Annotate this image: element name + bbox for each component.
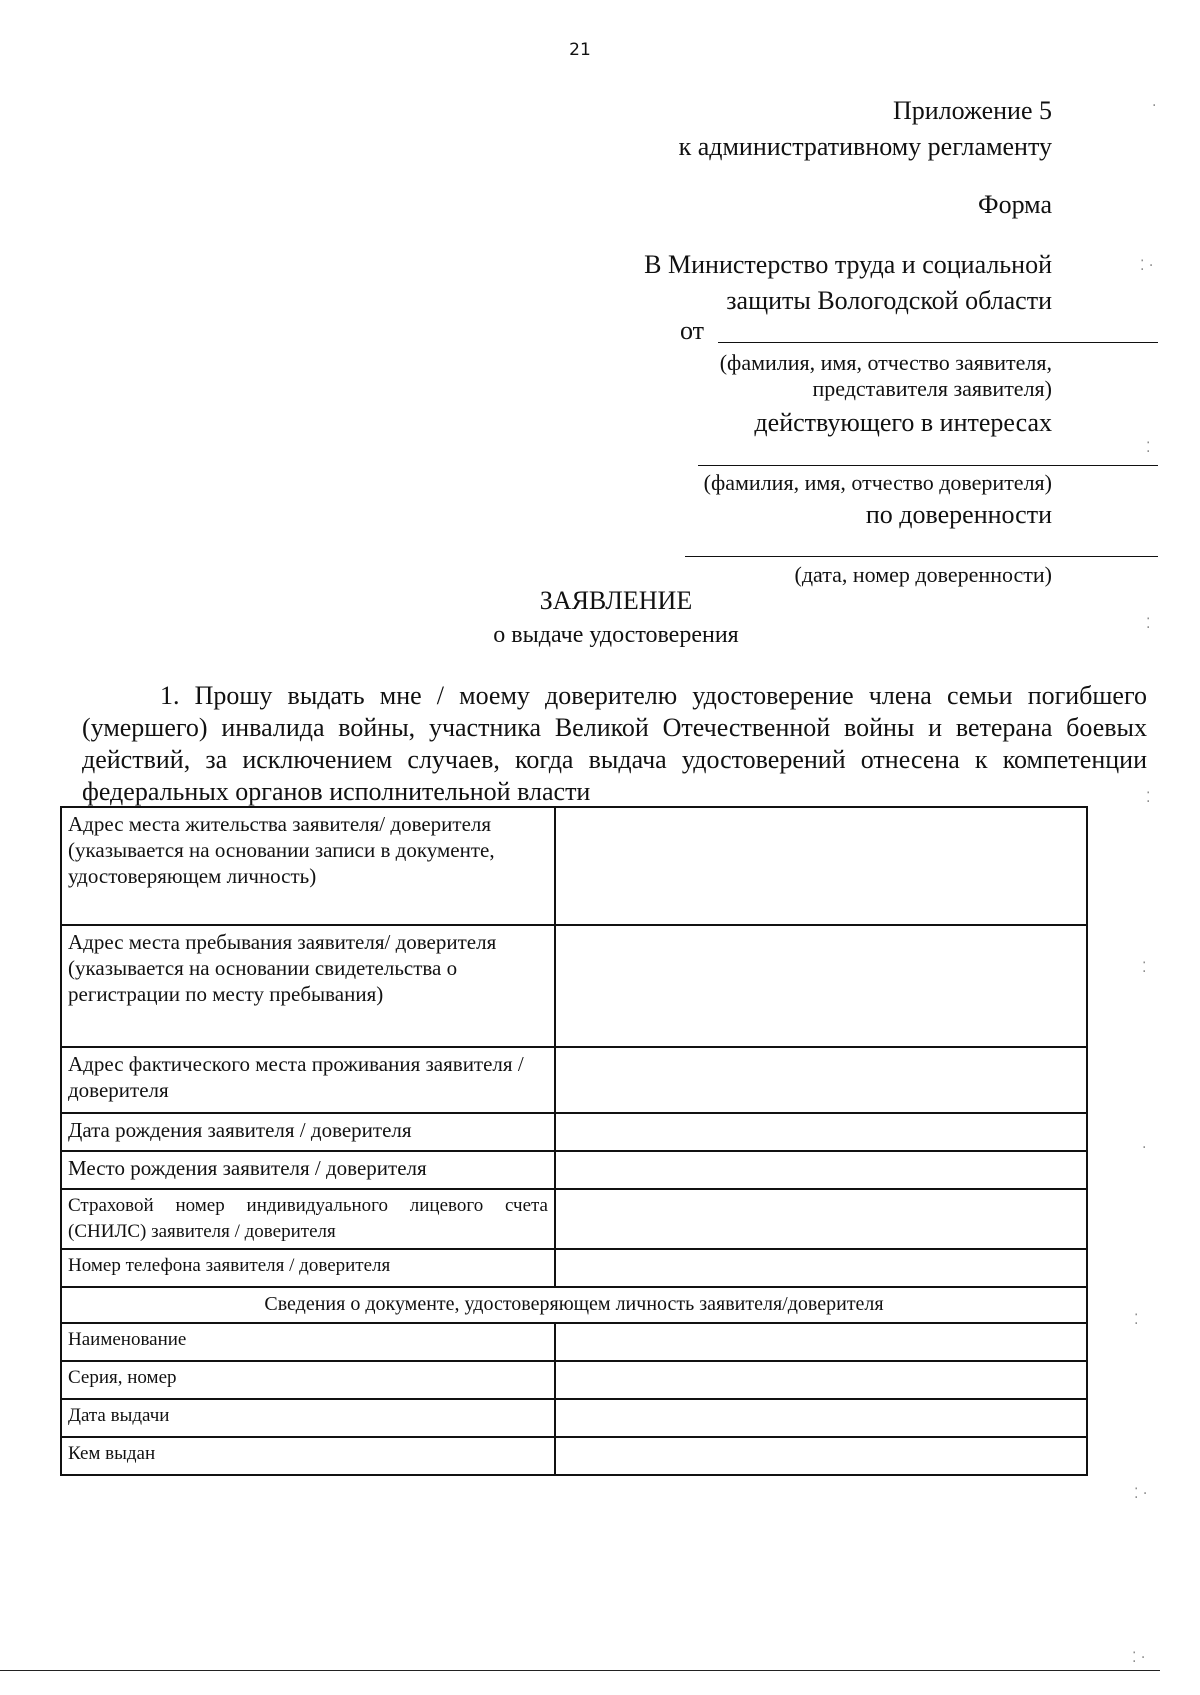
scan-speck: · xyxy=(1142,1140,1147,1156)
doc-series-number-field[interactable] xyxy=(555,1361,1087,1399)
phone-field[interactable] xyxy=(555,1249,1087,1287)
table-row xyxy=(61,1189,1087,1249)
row-label-doc-name: Наименование xyxy=(61,1323,555,1361)
table-row xyxy=(61,925,1087,1047)
applicant-info-table xyxy=(60,806,1088,1476)
document-title: ЗАЯВЛЕНИЕ xyxy=(539,586,693,615)
row-label-doc-series-number: Серия, номер xyxy=(61,1361,555,1399)
proxy-details-field[interactable] xyxy=(685,556,1158,557)
doc-issued-by-field[interactable] xyxy=(555,1437,1087,1475)
page-bottom-edge xyxy=(0,1670,1160,1671)
regulation-reference: к административному регламенту xyxy=(678,132,1052,161)
request-paragraph xyxy=(82,680,1147,808)
row-label-doc-issued-by: Кем выдан xyxy=(61,1437,555,1475)
applicant-hint-line-1: (фамилия, имя, отчество заявителя, xyxy=(719,350,1052,375)
applicant-name-field[interactable] xyxy=(718,342,1158,343)
snils-field[interactable] xyxy=(555,1189,1087,1249)
form-label: Форма xyxy=(978,190,1052,219)
scan-speck: ⁚ xyxy=(1146,440,1151,456)
table-row xyxy=(61,1249,1087,1287)
document-subtitle: о выдаче удостоверения xyxy=(493,622,739,648)
proxy-hint: (дата, номер доверенности) xyxy=(794,562,1052,587)
scan-speck: ⁚ xyxy=(1146,616,1151,632)
doc-issue-date-field[interactable] xyxy=(555,1399,1087,1437)
row-label-stay-address: Адрес места пребывания заявителя/ доверителя (указывается на основании свидетельства о регистрации по месту пребывания) xyxy=(61,925,555,1047)
request-paragraph-text: 1. Прошу выдать мне / моему доверителю удостоверение члена семьи погибшего (умершего) инвалида войны, участника Великой Отечественной войны и ветерана боевых действий, за исключением случаев, когда выдача удостоверений отнесена к компетенции федеральных органов исполнительной власти xyxy=(82,681,1147,806)
table-row xyxy=(61,1437,1087,1475)
row-label-birth-date: Дата рождения заявителя / доверителя xyxy=(61,1113,555,1151)
birth-place-field[interactable] xyxy=(555,1151,1087,1189)
scan-speck: ⁚ · xyxy=(1140,258,1154,274)
row-label-snils: Страховой номер индивидуального лицевого счета (СНИЛС) заявителя / доверителя xyxy=(61,1189,555,1249)
stay-address-field[interactable] xyxy=(555,925,1087,1047)
addressee-line-1: В Министерство труда и социальной xyxy=(644,250,1052,279)
row-label-doc-issue-date: Дата выдачи xyxy=(61,1399,555,1437)
scan-speck: ⁚ · xyxy=(1134,1486,1148,1502)
table-row xyxy=(61,1399,1087,1437)
doc-name-field[interactable] xyxy=(555,1323,1087,1361)
row-label-actual-address: Адрес фактического места проживания заявителя / доверителя xyxy=(61,1047,555,1113)
row-label-residence-address: Адрес места жительства заявителя/ доверителя (указывается на основании записи в документе, удостоверяющем личность) xyxy=(61,807,555,925)
birth-date-field[interactable] xyxy=(555,1113,1087,1151)
table-row xyxy=(61,1361,1087,1399)
id-document-heading: Сведения о документе, удостоверяющем личность заявителя/доверителя xyxy=(61,1287,1087,1323)
table-row xyxy=(61,1047,1087,1113)
page-number: 21 xyxy=(569,40,591,60)
table-row xyxy=(61,1323,1087,1361)
by-proxy-label: по доверенности xyxy=(865,500,1052,529)
principal-name-field[interactable] xyxy=(698,465,1158,466)
acting-in-interest-label: действующего в интересах xyxy=(754,408,1052,437)
table-row xyxy=(61,1113,1087,1151)
applicant-hint-line-2: представителя заявителя) xyxy=(812,376,1052,401)
scan-speck: ⁚ xyxy=(1142,960,1147,976)
table-row xyxy=(61,807,1087,925)
actual-address-field[interactable] xyxy=(555,1047,1087,1113)
scan-speck: ⁚ · xyxy=(1132,1650,1146,1666)
table-row xyxy=(61,1151,1087,1189)
row-label-phone: Номер телефона заявителя / доверителя xyxy=(61,1249,555,1287)
residence-address-field[interactable] xyxy=(555,807,1087,925)
principal-hint: (фамилия, имя, отчество доверителя) xyxy=(703,470,1052,495)
scan-speck: · xyxy=(1152,98,1157,114)
from-label: от xyxy=(680,316,705,345)
row-label-birth-place: Место рождения заявителя / доверителя xyxy=(61,1151,555,1189)
table-row xyxy=(61,1287,1087,1323)
appendix-label: Приложение 5 xyxy=(892,96,1052,125)
addressee-line-2: защиты Вологодской области xyxy=(726,286,1052,315)
scan-speck: ⁚ xyxy=(1146,790,1151,806)
scan-speck: ⁚ xyxy=(1134,1312,1139,1328)
